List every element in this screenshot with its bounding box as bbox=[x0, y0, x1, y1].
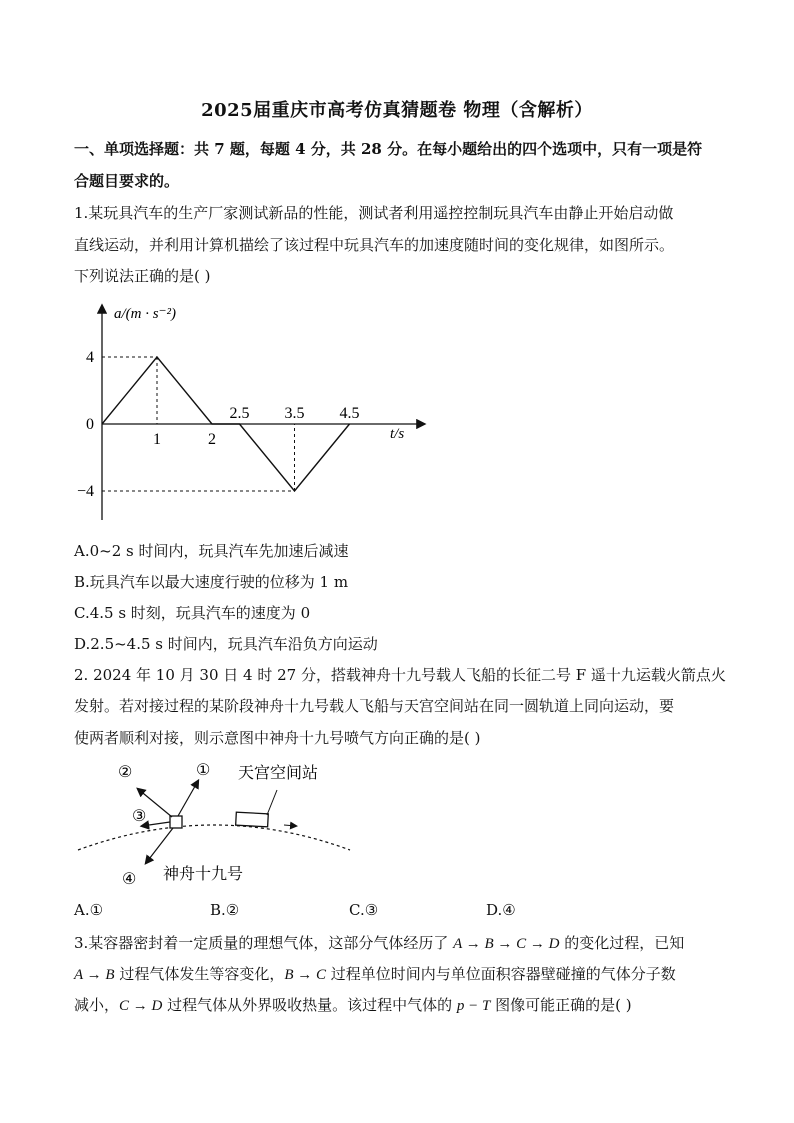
y-tick-label-neg4: −4 bbox=[76, 483, 94, 500]
q2-docking-diagram bbox=[74, 755, 364, 890]
jet-arrow-4 bbox=[146, 828, 173, 863]
y-axis-label: a/(m · s⁻²) bbox=[114, 306, 176, 322]
q2-option-a[interactable]: A.① bbox=[74, 901, 104, 919]
page-title: 2025届重庆市高考仿真猜题卷 物理（含解析） bbox=[201, 100, 593, 121]
ship-label: 神舟十九号 bbox=[163, 866, 244, 883]
x-tick-label-4-5: 4.5 bbox=[339, 405, 360, 422]
q1-option-b[interactable]: B.玩具汽车以最大速度行驶的位移为 1 m bbox=[74, 573, 349, 591]
jet-arrow-1 bbox=[178, 781, 198, 816]
x-tick-label-1: 1 bbox=[153, 431, 161, 448]
q2-option-b[interactable]: B.② bbox=[210, 901, 240, 919]
x-tick-label-3-5: 3.5 bbox=[284, 405, 305, 422]
arrow-label-1: ① bbox=[196, 762, 211, 779]
q1-acceleration-graph bbox=[72, 298, 432, 528]
arrow-label-2: ② bbox=[118, 764, 133, 781]
x-tick-label-2: 2 bbox=[208, 431, 216, 448]
arrow-label-3: ③ bbox=[132, 808, 147, 825]
q1-option-a[interactable]: A.0~2 s 时间内，玩具汽车先加速后减速 bbox=[74, 542, 349, 560]
q2-stem-line1: 2. 2024 年 10 月 30 日 4 时 27 分，搭载神舟十九号载人飞船的长征二号 F 遥十九运载火箭点火 bbox=[74, 666, 726, 684]
arrow-label-4: ④ bbox=[122, 871, 137, 888]
q1-stem-line1: 1.某玩具汽车的生产厂家测试新品的性能，测试者利用遥控控制玩具汽车由静止开始启动做 bbox=[74, 204, 674, 222]
q1-stem-line3: 下列说法正确的是( ) bbox=[74, 267, 211, 285]
y-tick-label-0: 0 bbox=[86, 416, 94, 433]
q3-stem-line2: A → B 过程气体发生等容变化，B → C 过程单位时间内与单位面积容器壁碰撞的气体分子数 bbox=[74, 965, 676, 983]
q2-stem-line2: 发射。若对接过程的某阶段神舟十九号载人飞船与天宫空间站在同一圆轨道上同向运动，要 bbox=[74, 697, 675, 715]
q3-stem-line1: 3.某容器密封着一定质量的理想气体，这部分气体经历了 A → B → C → D 的变化过程，已知 bbox=[74, 934, 685, 952]
x-axis-label: t/s bbox=[390, 426, 405, 442]
orbit-arc bbox=[78, 825, 350, 850]
section-heading-line1: 一、单项选择题：共 7 题，每题 4 分，共 28 分。在每小题给出的四个选项中，只有一项是符 bbox=[74, 140, 703, 158]
q3-stem-line3: 减小，C → D 过程气体从外界吸收热量。该过程中气体的 p − T 图像可能正确的是( ) bbox=[74, 996, 632, 1014]
q2-option-c[interactable]: C.③ bbox=[349, 901, 379, 919]
tiangong-station bbox=[236, 812, 269, 827]
q2-option-d[interactable]: D.④ bbox=[486, 901, 516, 919]
section-heading-line2: 合题目要求的。 bbox=[74, 172, 180, 190]
q1-option-c[interactable]: C.4.5 s 时刻，玩具汽车的速度为 0 bbox=[74, 604, 311, 622]
q2-stem-line3: 使两者顺利对接，则示意图中神舟十九号喷气方向正确的是( ) bbox=[74, 729, 481, 747]
q1-option-d[interactable]: D.2.5~4.5 s 时间内，玩具汽车沿负方向运动 bbox=[74, 635, 378, 653]
y-tick-label-4: 4 bbox=[86, 349, 94, 366]
station-label: 天宫空间站 bbox=[238, 765, 319, 782]
shenzhou-craft bbox=[170, 816, 182, 828]
q1-stem-line2: 直线运动，并利用计算机描绘了该过程中玩具汽车的加速度随时间的变化规律，如图所示。 bbox=[74, 236, 675, 254]
orbit-direction-arrow bbox=[284, 825, 296, 826]
x-tick-label-2-5: 2.5 bbox=[229, 405, 250, 422]
